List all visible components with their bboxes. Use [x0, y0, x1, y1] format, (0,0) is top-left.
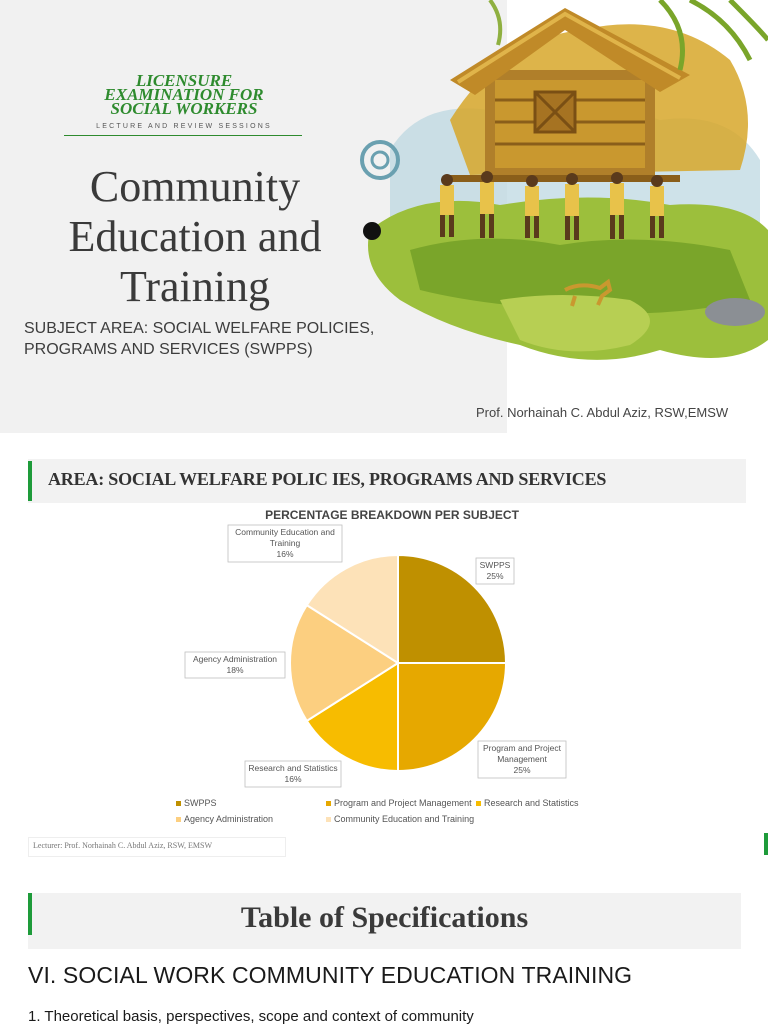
subject-area-line: PROGRAMS AND SERVICES (SWPPS) [24, 341, 313, 358]
legend-swatch [326, 801, 331, 806]
legend-entry [326, 814, 474, 824]
title-line: Community [89, 162, 301, 211]
legend-label: Agency Administration [184, 814, 274, 824]
presenter-name: Prof. Norhainah C. Abdul Aziz, RSW,EMSW [476, 405, 729, 420]
exam-title [64, 71, 304, 118]
accent-bar [28, 461, 32, 501]
presentation-title [20, 162, 370, 312]
title-slide [0, 0, 768, 433]
data-label-text: Community Education and [235, 527, 335, 537]
exam-title-line: EXAMINATION FOR [104, 85, 264, 104]
bayanihan-illustration [330, 0, 768, 380]
exam-title-line: LICENSURE [135, 71, 233, 90]
legend-entry [176, 798, 217, 808]
data-label [185, 652, 285, 678]
data-label-text: 25% [486, 571, 504, 581]
legend-label: Program and Project Management [334, 798, 472, 808]
legend-swatch [176, 817, 181, 822]
legend-entry [476, 798, 579, 808]
data-label-text: 16% [276, 549, 294, 559]
data-label [228, 525, 342, 562]
data-label-text: Management [497, 754, 547, 764]
legend-swatch [476, 801, 481, 806]
section-heading: VI. SOCIAL WORK COMMUNITY EDUCATION TRAINING [28, 962, 633, 988]
legend-entry [176, 814, 273, 824]
exam-subtitle: LECTURE AND REVIEW SESSIONS [96, 123, 272, 130]
subject-area-line: SUBJECT AREA: SOCIAL WELFARE POLICIES, [24, 320, 375, 337]
data-label-text: 16% [284, 774, 302, 784]
data-label [476, 558, 514, 584]
specifications-slide [0, 880, 768, 1024]
legend-label: SWPPS [184, 798, 217, 808]
legend-swatch [176, 801, 181, 806]
list-item: 1. Theoretical basis, perspectives, scope and context of community [28, 1008, 474, 1024]
data-label-text: Training [269, 538, 301, 548]
lecturer-note: Lecturer: Prof. Norhainah C. Abdul Aziz, RSW, EMSW [28, 837, 286, 857]
title-line: Education and [68, 212, 322, 261]
data-label-text: Agency Administration [192, 654, 278, 664]
area-header-title: AREA: SOCIAL WELFARE POLIC IES, PROGRAMS AND SERVICES [48, 469, 607, 489]
chart-slide [0, 441, 768, 861]
legend-swatch [326, 817, 331, 822]
title-line: Training [120, 262, 270, 311]
legend-entry [326, 798, 472, 808]
data-label-text: 18% [226, 665, 244, 675]
specifications-title: Table of Specifications [240, 901, 529, 934]
data-label-text: SWPPS [479, 560, 511, 570]
pie-chart [0, 503, 768, 833]
specifications-header [28, 893, 741, 949]
exam-title-line: SOCIAL WORKERS [110, 99, 258, 118]
chart-title: PERCENTAGE BREAKDOWN PER SUBJECT [265, 508, 519, 522]
area-header [28, 459, 746, 503]
accent-bar [764, 833, 768, 855]
legend-label: Community Education and Training [334, 814, 475, 824]
data-label-text: 25% [513, 765, 531, 775]
legend-label: Research and Statistics [484, 798, 579, 808]
data-label-text: Program and Project [483, 743, 561, 753]
data-label [245, 761, 341, 787]
divider [64, 135, 302, 136]
data-label-text: Research and Statistics [248, 763, 338, 773]
data-label [478, 741, 566, 778]
